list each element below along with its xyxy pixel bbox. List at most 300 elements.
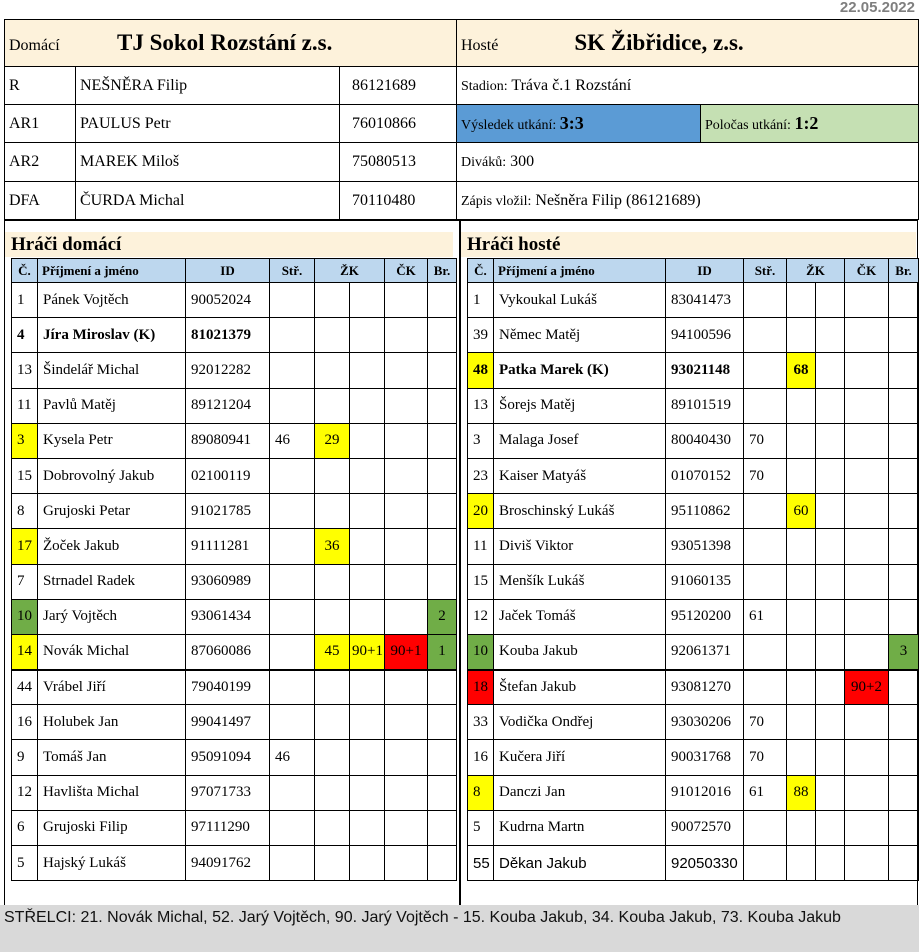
player-substitution (270, 634, 315, 669)
player-second-yellow (816, 599, 845, 634)
col-id: ID (666, 259, 744, 283)
player-red-card (845, 458, 889, 493)
player-substitution (270, 353, 315, 388)
player-row (12, 810, 457, 845)
player-goals (889, 810, 919, 845)
player-substitution (744, 318, 787, 353)
player-second-yellow (350, 564, 385, 599)
away-players-table (467, 258, 919, 881)
player-yellow-card (315, 458, 350, 493)
player-second-yellow (816, 810, 845, 845)
player-red-card (845, 423, 889, 458)
player-red-card (385, 810, 428, 845)
player-row (12, 634, 457, 669)
player-row (12, 775, 457, 810)
result-value: 3:3 (559, 113, 584, 133)
player-goals (428, 564, 457, 599)
player-red-card (385, 494, 428, 529)
player-id: 91060135 (666, 564, 744, 599)
player-name: Žoček Jakub (38, 529, 186, 564)
player-second-yellow (816, 458, 845, 493)
player-yellow-card (315, 740, 350, 775)
official-id: 76010866 (340, 105, 457, 143)
player-yellow-card: 68 (787, 353, 816, 388)
player-yellow-card (315, 670, 350, 705)
player-red-card: 90+1 (385, 634, 428, 669)
stadium-label: Stadion: (461, 78, 508, 94)
player-number: 55 (468, 846, 494, 881)
player-name: Pavlů Matěj (38, 388, 186, 423)
player-goals (428, 388, 457, 423)
player-yellow-card (315, 810, 350, 845)
player-yellow-card (787, 283, 816, 318)
player-yellow-card (787, 318, 816, 353)
player-second-yellow (816, 529, 845, 564)
player-number: 17 (12, 529, 38, 564)
player-name: Grujoski Petar (38, 494, 186, 529)
player-goals (889, 740, 919, 775)
entered-by-value: Nešněra Filip (86121689) (535, 191, 701, 209)
player-red-card (385, 599, 428, 634)
player-red-card (845, 388, 889, 423)
player-substitution (744, 388, 787, 423)
player-second-yellow (816, 318, 845, 353)
player-id: 93060989 (186, 564, 270, 599)
player-goals (428, 353, 457, 388)
player-id: 97071733 (186, 775, 270, 810)
player-row (12, 846, 457, 881)
player-row (468, 705, 919, 740)
player-id: 97111290 (186, 810, 270, 845)
player-name: Jíra Miroslav (K) (38, 318, 186, 353)
player-number: 11 (468, 529, 494, 564)
away-players-title: Hráči hosté (461, 232, 916, 257)
match-header (4, 19, 919, 220)
player-name: Kučera Jiří (494, 740, 666, 775)
player-second-yellow (350, 670, 385, 705)
player-name: Menšík Lukáš (494, 564, 666, 599)
player-number: 5 (12, 846, 38, 881)
col-id: ID (186, 259, 270, 283)
player-row (468, 740, 919, 775)
col-red-card: ČK (385, 259, 428, 283)
player-second-yellow (350, 283, 385, 318)
player-row (468, 318, 919, 353)
player-second-yellow (350, 458, 385, 493)
spectators-cell (457, 143, 919, 182)
player-goals (889, 846, 919, 881)
player-row (12, 740, 457, 775)
player-goals (889, 458, 919, 493)
player-second-yellow (350, 599, 385, 634)
player-goals (428, 494, 457, 529)
player-number: 23 (468, 458, 494, 493)
player-number: 20 (468, 494, 494, 529)
player-goals (428, 846, 457, 881)
player-substitution (744, 564, 787, 599)
player-name: Diviš Viktor (494, 529, 666, 564)
player-substitution: 70 (744, 423, 787, 458)
official-id: 86121689 (340, 67, 457, 105)
player-yellow-card (787, 705, 816, 740)
player-id: 93081270 (666, 670, 744, 705)
player-number: 8 (12, 494, 38, 529)
player-name: Danczi Jan (494, 775, 666, 810)
player-yellow-card (787, 740, 816, 775)
player-second-yellow (816, 846, 845, 881)
player-substitution (270, 846, 315, 881)
player-row (12, 494, 457, 529)
player-number: 9 (12, 740, 38, 775)
player-number: 11 (12, 388, 38, 423)
player-goals (428, 529, 457, 564)
player-number: 14 (12, 634, 38, 669)
player-name: Strnadel Radek (38, 564, 186, 599)
player-substitution (744, 283, 787, 318)
player-number: 6 (12, 810, 38, 845)
player-id: 90052024 (186, 283, 270, 318)
player-substitution (270, 494, 315, 529)
player-name: Holubek Jan (38, 705, 186, 740)
player-number: 3 (12, 423, 38, 458)
player-red-card (385, 423, 428, 458)
official-role: AR1 (5, 105, 76, 143)
player-row (12, 423, 457, 458)
player-number: 10 (12, 599, 38, 634)
player-red-card (845, 529, 889, 564)
player-yellow-card (787, 564, 816, 599)
player-red-card (845, 353, 889, 388)
player-id: 02100119 (186, 458, 270, 493)
player-second-yellow (816, 494, 845, 529)
player-row (468, 670, 919, 705)
player-red-card (845, 740, 889, 775)
player-row (12, 599, 457, 634)
player-goals (428, 670, 457, 705)
player-id: 90031768 (666, 740, 744, 775)
player-id: 01070152 (666, 458, 744, 493)
player-substitution: 70 (744, 705, 787, 740)
col-yellow-card: ŽK (315, 259, 385, 283)
player-id: 92061371 (666, 634, 744, 669)
player-name: Hajský Lukáš (38, 846, 186, 881)
player-red-card (845, 775, 889, 810)
match-date: 22.05.2022 (839, 0, 915, 16)
player-row (468, 353, 919, 388)
player-second-yellow (816, 634, 845, 669)
player-second-yellow (816, 353, 845, 388)
player-second-yellow (350, 494, 385, 529)
player-red-card (385, 458, 428, 493)
player-substitution (744, 846, 787, 881)
player-id: 93021148 (666, 353, 744, 388)
player-substitution: 61 (744, 599, 787, 634)
player-red-card (385, 705, 428, 740)
player-number: 16 (12, 705, 38, 740)
player-number: 15 (12, 458, 38, 493)
player-substitution: 70 (744, 740, 787, 775)
player-goals (428, 458, 457, 493)
player-name: Vrábel Jiří (38, 670, 186, 705)
player-substitution (744, 353, 787, 388)
player-id: 93051398 (666, 529, 744, 564)
col-number: Č. (468, 259, 494, 283)
player-red-card (385, 740, 428, 775)
player-second-yellow (816, 388, 845, 423)
player-id: 81021379 (186, 318, 270, 353)
player-substitution (270, 283, 315, 318)
official-name: PAULUS Petr (76, 105, 340, 143)
away-table-header (468, 259, 919, 283)
player-yellow-card: 29 (315, 423, 350, 458)
player-name: Děkan Jakub (494, 846, 666, 881)
player-yellow-card: 36 (315, 529, 350, 564)
col-substitution: Stř. (270, 259, 315, 283)
player-second-yellow (350, 423, 385, 458)
player-row (468, 564, 919, 599)
player-number: 16 (468, 740, 494, 775)
player-number: 7 (12, 564, 38, 599)
player-goals (889, 283, 919, 318)
player-number: 12 (12, 775, 38, 810)
player-substitution (744, 634, 787, 669)
player-name: Broschinský Lukáš (494, 494, 666, 529)
player-substitution: 61 (744, 775, 787, 810)
player-goals (889, 318, 919, 353)
player-row (12, 529, 457, 564)
col-name: Příjmení a jméno (494, 259, 666, 283)
player-row (12, 670, 457, 705)
player-id: 93061434 (186, 599, 270, 634)
player-name: Němec Matěj (494, 318, 666, 353)
halftime-cell (701, 105, 919, 143)
player-yellow-card (315, 283, 350, 318)
player-goals: 2 (428, 599, 457, 634)
player-second-yellow (350, 705, 385, 740)
player-goals (428, 283, 457, 318)
player-goals (889, 670, 919, 705)
home-players-title: Hráči domácí (5, 232, 453, 257)
spectators-label: Diváků: (461, 155, 507, 170)
player-name: Malaga Josef (494, 423, 666, 458)
player-yellow-card: 60 (787, 494, 816, 529)
player-name: Pánek Vojtěch (38, 283, 186, 318)
player-id: 83041473 (666, 283, 744, 318)
player-red-card (845, 634, 889, 669)
player-yellow-card (787, 846, 816, 881)
player-number: 39 (468, 318, 494, 353)
player-goals (889, 775, 919, 810)
player-substitution (270, 458, 315, 493)
player-name: Tomáš Jan (38, 740, 186, 775)
player-yellow-card (787, 810, 816, 845)
player-substitution (744, 670, 787, 705)
player-yellow-card (787, 388, 816, 423)
player-second-yellow (350, 810, 385, 845)
player-row (12, 283, 457, 318)
player-name: Dobrovolný Jakub (38, 458, 186, 493)
player-row (468, 775, 919, 810)
halftime-value: 1:2 (794, 113, 819, 133)
player-second-yellow (350, 353, 385, 388)
official-role: R (5, 67, 76, 105)
home-label: Domácí (9, 37, 60, 54)
player-yellow-card (315, 705, 350, 740)
stadium-value: Tráva č.1 Rozstání (511, 76, 632, 94)
player-row (12, 564, 457, 599)
player-red-card (385, 564, 428, 599)
stadium-cell (457, 67, 919, 105)
player-yellow-card: 45 (315, 634, 350, 669)
player-name: Jaček Tomáš (494, 599, 666, 634)
official-id: 70110480 (340, 182, 457, 220)
player-number: 15 (468, 564, 494, 599)
away-team-cell (457, 20, 919, 67)
player-second-yellow (350, 775, 385, 810)
col-name: Příjmení a jméno (38, 259, 186, 283)
player-id: 94091762 (186, 846, 270, 881)
player-goals (889, 599, 919, 634)
player-red-card (845, 494, 889, 529)
player-substitution (270, 810, 315, 845)
home-team-name: TJ Sokol Rozstání z.s. (117, 30, 333, 55)
player-id: 89121204 (186, 388, 270, 423)
player-red-card (845, 810, 889, 845)
player-substitution (270, 670, 315, 705)
player-number: 8 (468, 775, 494, 810)
col-red-card: ČK (845, 259, 889, 283)
player-yellow-card (787, 634, 816, 669)
player-row (468, 283, 919, 318)
player-name: Vykoukal Lukáš (494, 283, 666, 318)
player-yellow-card (787, 529, 816, 564)
player-row (468, 388, 919, 423)
player-number: 33 (468, 705, 494, 740)
result-cell (457, 105, 701, 143)
entered-by-cell (457, 182, 919, 220)
player-number: 18 (468, 670, 494, 705)
player-second-yellow (350, 846, 385, 881)
player-goals (889, 529, 919, 564)
player-id: 93030206 (666, 705, 744, 740)
official-id: 75080513 (340, 143, 457, 182)
player-red-card (385, 529, 428, 564)
player-name: Vodička Ondřej (494, 705, 666, 740)
player-second-yellow (816, 705, 845, 740)
player-id: 95120200 (666, 599, 744, 634)
player-substitution (744, 529, 787, 564)
player-id: 90072570 (666, 810, 744, 845)
player-second-yellow (350, 388, 385, 423)
player-yellow-card (315, 353, 350, 388)
player-id: 99041497 (186, 705, 270, 740)
player-name: Novák Michal (38, 634, 186, 669)
player-substitution (270, 599, 315, 634)
player-second-yellow (816, 670, 845, 705)
player-yellow-card (787, 423, 816, 458)
player-red-card (845, 846, 889, 881)
player-id: 94100596 (666, 318, 744, 353)
col-yellow-card: ŽK (787, 259, 845, 283)
player-id: 80040430 (666, 423, 744, 458)
player-name: Šindelář Michal (38, 353, 186, 388)
player-second-yellow (816, 740, 845, 775)
player-row (12, 353, 457, 388)
player-number: 1 (468, 283, 494, 318)
player-goals (428, 423, 457, 458)
player-row (468, 634, 919, 669)
player-yellow-card (787, 458, 816, 493)
player-yellow-card (315, 846, 350, 881)
player-row (12, 458, 457, 493)
player-second-yellow (350, 529, 385, 564)
home-table-header (12, 259, 457, 283)
player-name: Grujoski Filip (38, 810, 186, 845)
player-yellow-card (315, 388, 350, 423)
player-name: Kouba Jakub (494, 634, 666, 669)
player-substitution (270, 775, 315, 810)
col-goals: Br. (889, 259, 919, 283)
player-id: 89101519 (666, 388, 744, 423)
player-red-card (845, 318, 889, 353)
player-row (468, 529, 919, 564)
col-substitution: Stř. (744, 259, 787, 283)
player-number: 1 (12, 283, 38, 318)
player-substitution (270, 705, 315, 740)
player-yellow-card (315, 494, 350, 529)
player-goals (889, 423, 919, 458)
player-red-card (845, 564, 889, 599)
player-substitution (744, 810, 787, 845)
player-substitution: 46 (270, 740, 315, 775)
player-row (468, 423, 919, 458)
player-number: 10 (468, 634, 494, 669)
player-id: 91012016 (666, 775, 744, 810)
player-second-yellow (816, 423, 845, 458)
player-id: 87060086 (186, 634, 270, 669)
player-red-card (845, 705, 889, 740)
player-goals (889, 388, 919, 423)
player-goals (889, 353, 919, 388)
player-yellow-card (315, 775, 350, 810)
player-id: 91021785 (186, 494, 270, 529)
player-red-card (385, 670, 428, 705)
away-team-name: SK Žibřidice, z.s. (574, 30, 744, 55)
player-second-yellow (816, 283, 845, 318)
result-label: Výsledek utkání: (461, 118, 557, 133)
player-yellow-card (787, 599, 816, 634)
player-goals: 1 (428, 634, 457, 669)
player-name: Kysela Petr (38, 423, 186, 458)
player-yellow-card (315, 564, 350, 599)
player-goals (889, 564, 919, 599)
player-id: 89080941 (186, 423, 270, 458)
player-goals (428, 740, 457, 775)
player-name: Havlišta Michal (38, 775, 186, 810)
home-team-cell (5, 20, 457, 67)
player-substitution: 46 (270, 423, 315, 458)
player-goals (428, 810, 457, 845)
player-id: 95091094 (186, 740, 270, 775)
player-name: Štefan Jakub (494, 670, 666, 705)
player-substitution: 70 (744, 458, 787, 493)
player-row (468, 494, 919, 529)
player-red-card (845, 599, 889, 634)
player-row (468, 810, 919, 845)
player-id: 95110862 (666, 494, 744, 529)
player-id: 92012282 (186, 353, 270, 388)
player-number: 12 (468, 599, 494, 634)
